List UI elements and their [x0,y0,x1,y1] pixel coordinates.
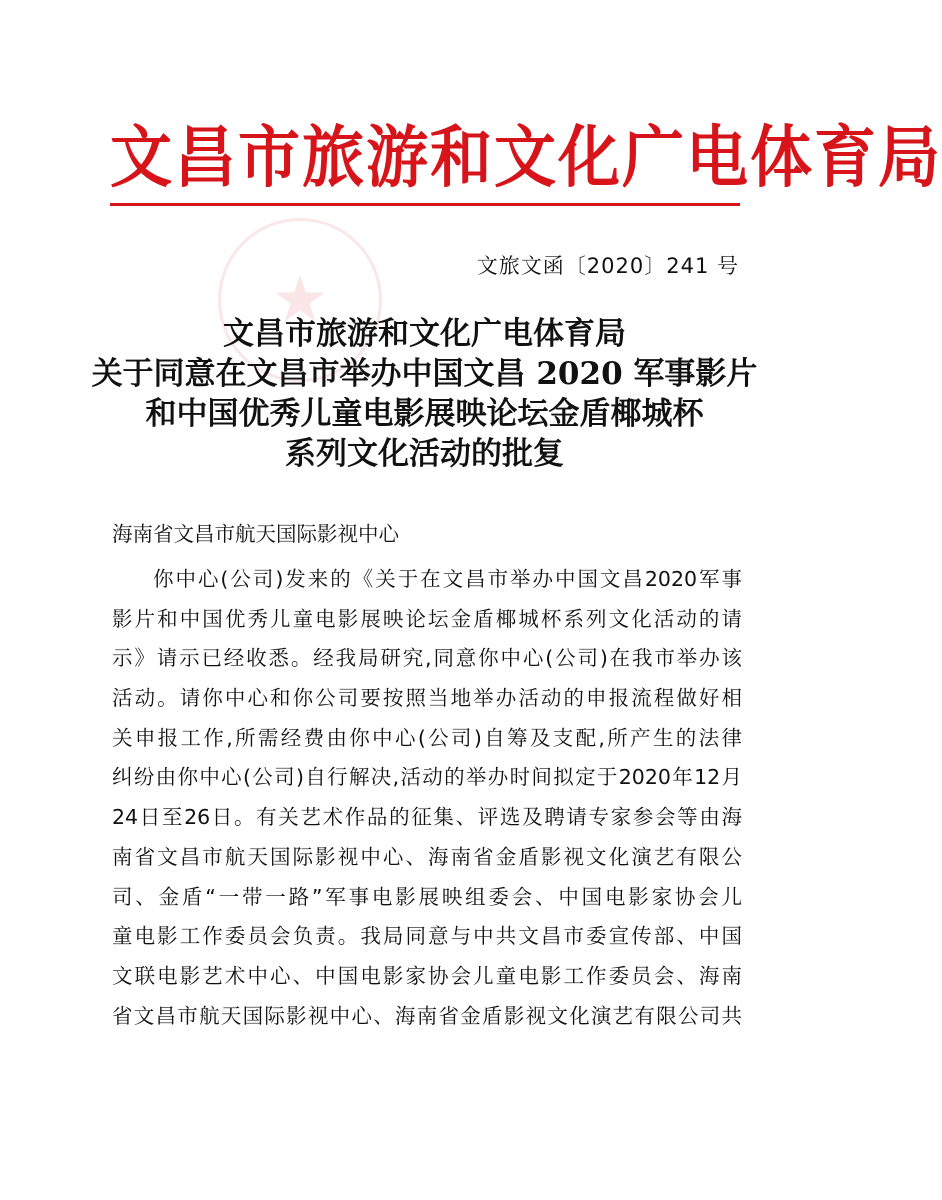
title-line: 文昌市旅游和文化广电体育局 [223,316,626,352]
body-line: 你中心(公司)发来的《关于在文昌市举办中国文昌2020军事 [153,567,742,591]
body-line: 纠纷由你中心(公司)自行解决,活动的举办时间拟定于2020年12月 [112,765,742,790]
masthead-title: 文昌市旅游和文化广电体育局 [110,118,942,197]
body-line: 影片和中国优秀儿童电影展映论坛金盾椰城杯系列文化活动的请 [112,606,742,631]
document-title [90,314,759,474]
title-line: 关于同意在文昌市举办中国文昌 2020 军事影片 [91,356,758,392]
seal-star-icon: ★ [271,263,329,337]
body-line: 关申报工作,所需经费由你中心(公司)自筹及支配,所产生的法律 [112,725,742,750]
body-line: 文联电影艺术中心、中国电影家协会儿童电影工作委员会、海南 [112,963,742,988]
masthead-red-rule [110,203,740,206]
title-line: 和中国优秀儿童电影展映论坛金盾椰城杯 [145,396,704,432]
body-line: 活动。请你中心和你公司要按照当地举办活动的申报流程做好相 [112,686,742,711]
title-line: 系列文化活动的批复 [285,436,564,472]
body-line: 南省文昌市航天国际影视中心、海南省金盾影视文化演艺有限公 [112,844,742,869]
body-line: 示》请示已经收悉。经我局研究,同意你中心(公司)在我市举办该 [112,646,742,671]
body-line: 司、金盾“一带一路”军事电影展映组委会、中国电影家协会儿 [112,884,742,909]
body-line: 24日至26日。有关艺术作品的征集、评选及聘请专家参会等由海 [112,805,742,830]
body-line: 童电影工作委员会负责。我局同意与中共文昌市委宣传部、中国 [112,924,742,949]
body-line: 省文昌市航天国际影视中心、海南省金盾影视文化演艺有限公司共 [112,1003,742,1028]
document-number: 文旅文函〔2020〕241 号 [476,254,739,278]
body-paragraph [112,560,742,1036]
addressee: 海南省文昌市航天国际影视中心 [112,522,399,546]
